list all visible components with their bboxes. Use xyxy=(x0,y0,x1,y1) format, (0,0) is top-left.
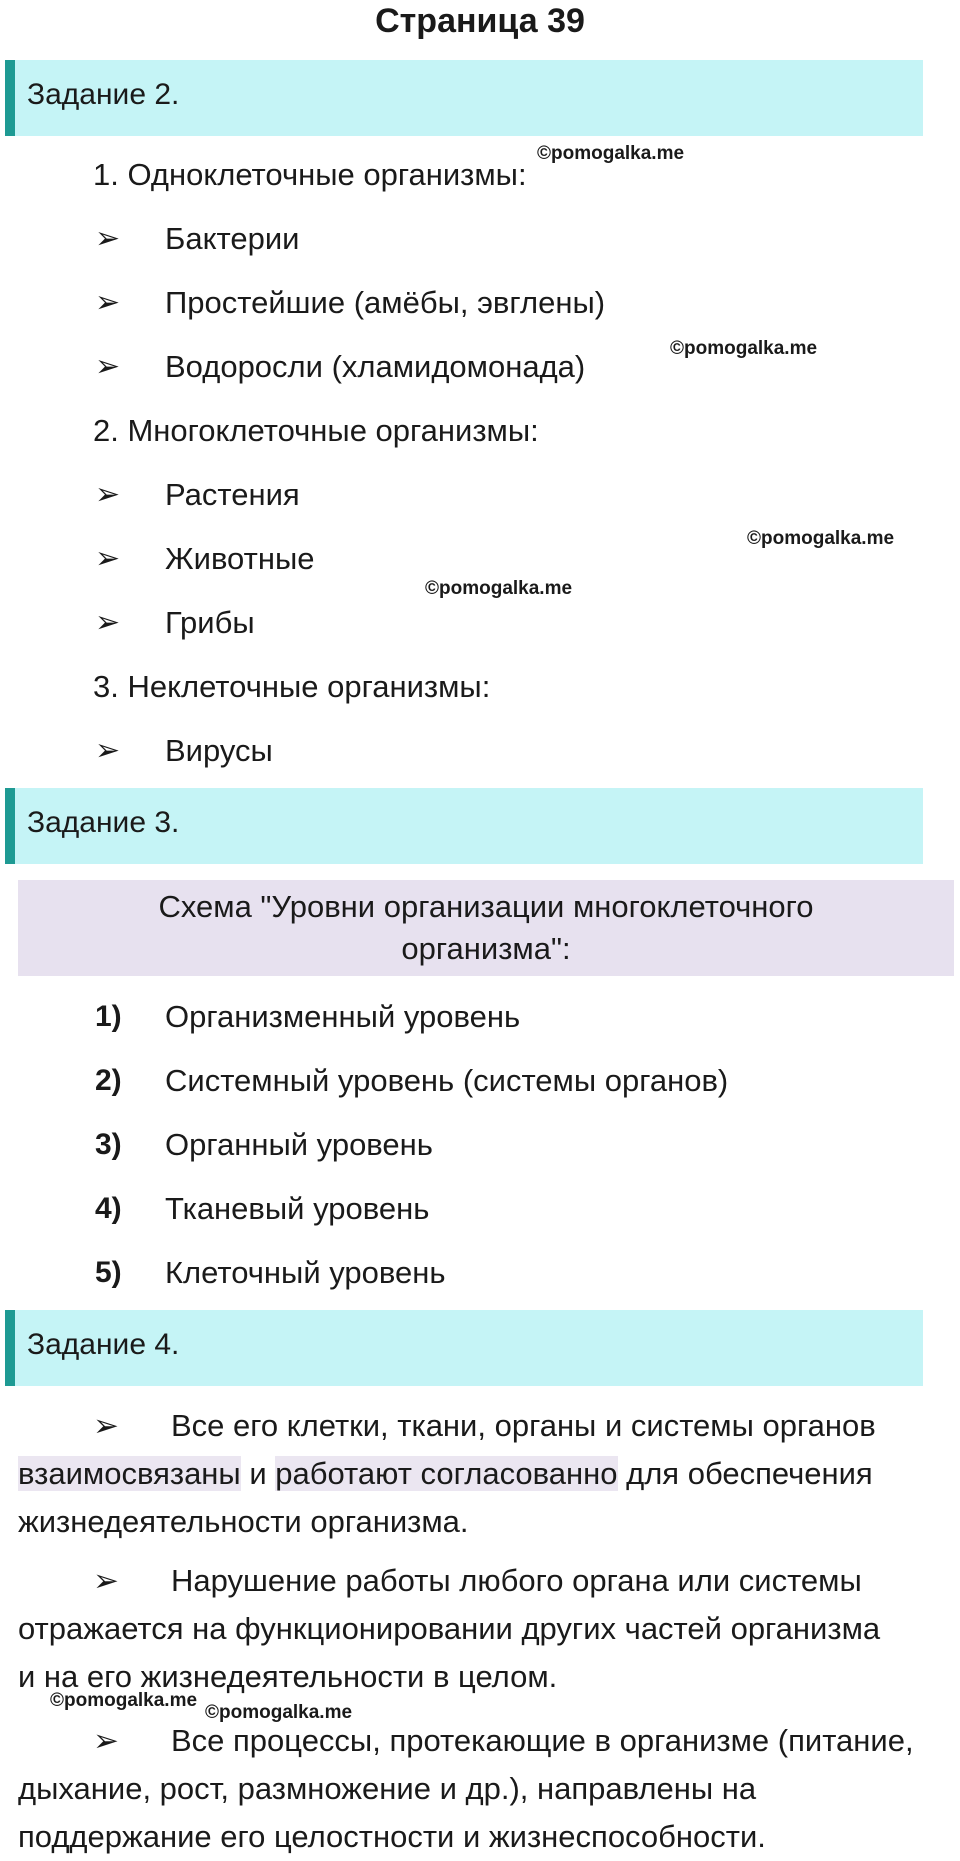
level-number: 4) xyxy=(95,1192,122,1225)
arrow-bullet-icon: ➢ xyxy=(95,542,121,575)
level-number: 3) xyxy=(95,1128,122,1161)
list-item: Грибы xyxy=(165,605,255,640)
list-item: Растения xyxy=(165,477,300,512)
task-3-header xyxy=(5,788,923,864)
watermark-text: ©pomogalka.me xyxy=(537,143,685,164)
level-number: 5) xyxy=(95,1256,122,1289)
list-item: Бактерии xyxy=(165,221,300,256)
group-3-title: 3. Неклеточные организмы: xyxy=(93,669,491,704)
watermark-text: ©pomogalka.me xyxy=(50,1690,198,1711)
list-item: Простейшие (амёбы, эвглены) xyxy=(165,285,606,320)
watermark-text: ©pomogalka.me xyxy=(205,1702,353,1723)
paragraph-1-line-3: жизнедеятельности организма. xyxy=(18,1504,469,1539)
watermark-text: ©pomogalka.me xyxy=(747,528,895,549)
highlight-coordinated: работают согласованно xyxy=(275,1456,618,1491)
arrow-bullet-icon: ➢ xyxy=(95,286,121,319)
paragraph-2-line-2: отражается на функционировании других частей организма xyxy=(18,1611,881,1646)
list-item: Вирусы xyxy=(165,733,273,768)
paragraph-3 xyxy=(18,1717,948,1861)
watermark-text: ©pomogalka.me xyxy=(425,578,573,599)
level-number: 2) xyxy=(95,1064,122,1097)
paragraph-1-line-2-end: для обеспечения xyxy=(617,1456,873,1491)
page-title: Страница 39 xyxy=(375,2,585,40)
task-2-header xyxy=(5,60,923,136)
arrow-bullet-icon: ➢ xyxy=(95,350,121,383)
paragraph-3-line-3: поддержание его целостности и жизнеспособности. xyxy=(18,1819,766,1854)
arrow-bullet-icon: ➢ xyxy=(95,222,121,255)
arrow-bullet-icon: ➢ xyxy=(95,478,121,511)
task-3-header-label: Задание 3. xyxy=(27,806,180,839)
paragraph-3-line-2: дыхание, рост, размножение и др.), направлены на xyxy=(18,1771,757,1806)
scheme-title-line-2: организма": xyxy=(401,931,571,966)
group-1-title: 1. Одноклеточные организмы: xyxy=(93,157,527,192)
scheme-title-line-1: Схема "Уровни организации многоклеточного xyxy=(158,889,814,924)
paragraph-3-line-1: Все процессы, протекающие в организме (питание, xyxy=(170,1723,914,1758)
arrow-bullet-icon: ➢ xyxy=(93,1723,119,1758)
level-number: 1) xyxy=(95,1000,122,1033)
watermark-text: ©pomogalka.me xyxy=(670,338,818,359)
list-item: Животные xyxy=(165,541,315,576)
level-item: Системный уровень (системы органов) xyxy=(165,1063,729,1098)
task-4-header-label: Задание 4. xyxy=(27,1328,180,1361)
level-item: Организменный уровень xyxy=(165,999,521,1034)
scheme-title-box xyxy=(18,880,954,976)
level-item: Органный уровень xyxy=(165,1127,433,1162)
paragraph-2-line-1: Нарушение работы любого органа или системы xyxy=(170,1563,862,1598)
list-item: Водоросли (хламидомонада) xyxy=(165,349,586,384)
paragraph-1 xyxy=(18,1402,948,1546)
task-4-header xyxy=(5,1310,923,1386)
highlight-interconnected: взаимосвязаны xyxy=(18,1456,241,1491)
group-2-title: 2. Многоклеточные организмы: xyxy=(93,413,539,448)
arrow-bullet-icon: ➢ xyxy=(95,734,121,767)
paragraph-2 xyxy=(18,1557,948,1701)
paragraph-1-line-1: Все его клетки, ткани, органы и системы органов xyxy=(170,1408,876,1443)
scheme-title xyxy=(18,886,954,970)
level-item: Клеточный уровень xyxy=(165,1255,446,1290)
arrow-bullet-icon: ➢ xyxy=(95,606,121,639)
level-item: Тканевый уровень xyxy=(165,1191,430,1226)
arrow-bullet-icon: ➢ xyxy=(93,1563,119,1598)
task-2-header-label: Задание 2. xyxy=(27,78,180,111)
paragraph-2-line-3: и на его жизнедеятельности в целом. xyxy=(18,1659,558,1694)
arrow-bullet-icon: ➢ xyxy=(93,1408,119,1443)
paragraph-1-conj: и xyxy=(240,1456,276,1491)
